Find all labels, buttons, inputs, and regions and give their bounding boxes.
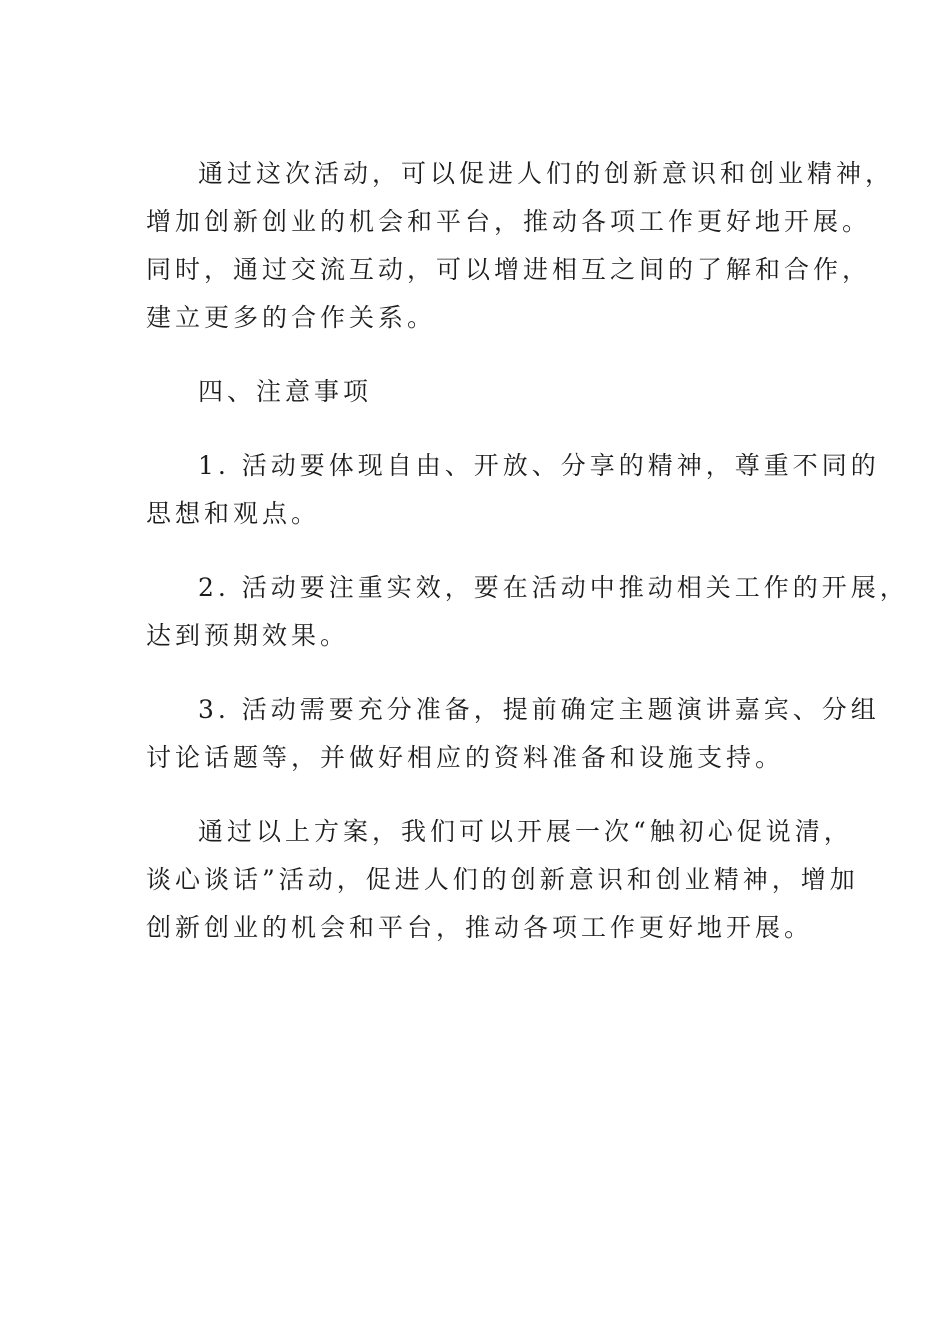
text-line: 思想和观点。 — [146, 499, 321, 528]
text-line: 通过以上方案，我们可以开展一次“触初心促说清， — [198, 817, 853, 846]
text-line: 通过这次活动，可以促进人们的创新意识和创业精神， — [198, 159, 895, 188]
text-line: 增加创新创业的机会和平台，推动各项工作更好地开展。 — [146, 207, 872, 236]
text-line: 建立更多的合作关系。 — [146, 303, 437, 332]
text-line: 3. 活动需要充分准备，提前确定主题演讲嘉宾、分组 — [198, 695, 880, 724]
text-line: 讨论话题等，并做好相应的资料准备和设施支持。 — [146, 743, 785, 772]
text-line: 谈心谈话”活动，促进人们的创新意识和创业精神，增加 — [146, 865, 859, 894]
paragraph-innovation-benefits — [146, 150, 895, 342]
section-heading-notes — [146, 368, 826, 416]
text-line: 创新创业的机会和平台，推动各项工作更好地开展。 — [146, 913, 814, 942]
text-line: 同时，通过交流互动，可以增进相互之间的了解和合作， — [146, 255, 872, 284]
text-line: 1. 活动要体现自由、开放、分享的精神，尊重不同的 — [198, 451, 880, 480]
document-body — [146, 150, 909, 952]
text-line: 2. 活动要注重实效，要在活动中推动相关工作的开展， — [198, 573, 909, 602]
list-item-2 — [146, 564, 909, 660]
section-heading: 四、注意事项 — [198, 377, 373, 406]
list-item-3 — [146, 686, 880, 782]
list-item-1 — [146, 442, 880, 538]
paragraph-conclusion — [146, 808, 859, 952]
text-line: 达到预期效果。 — [146, 621, 350, 650]
